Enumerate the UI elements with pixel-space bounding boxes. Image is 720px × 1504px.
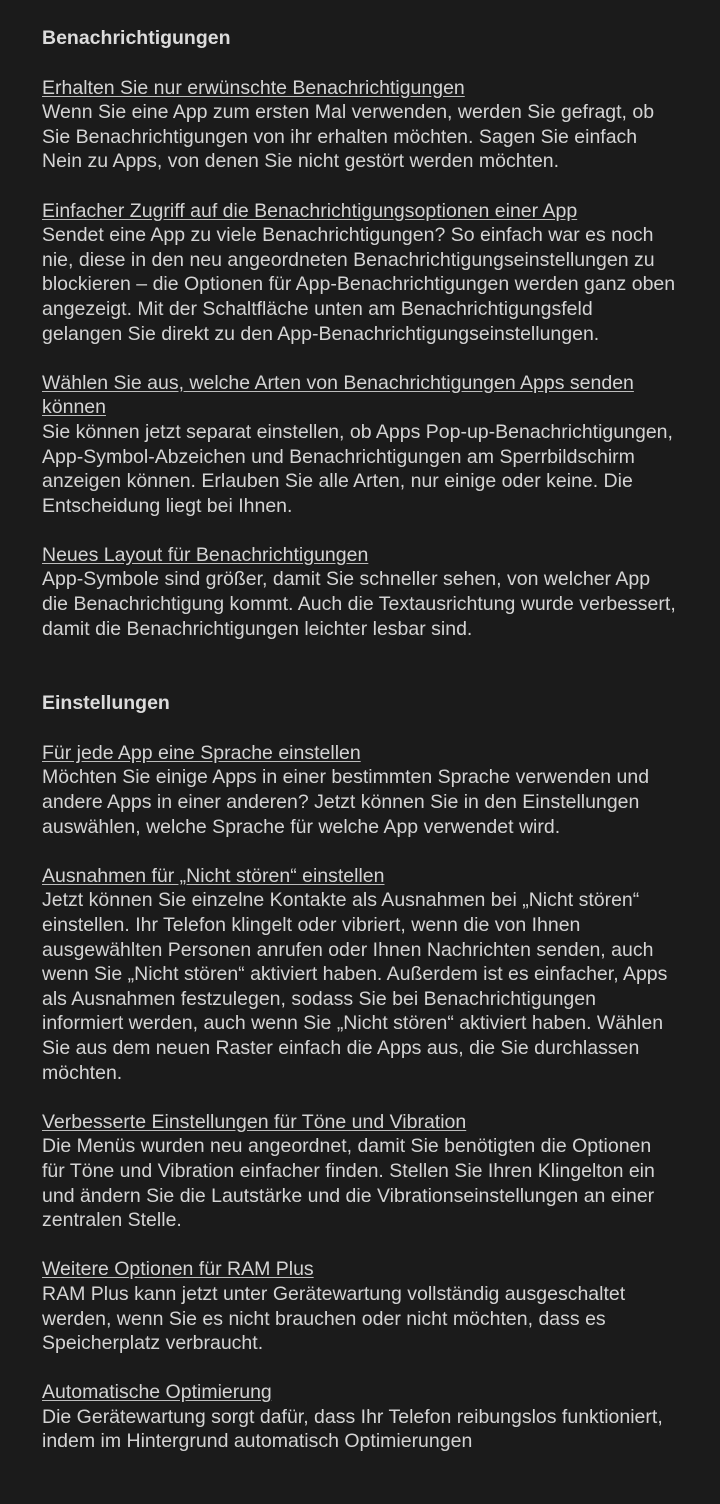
item-description: Jetzt können Sie einzelne Kontakte als Ausnahmen bei „Nicht stören“ einstellen. Ihr Telefon klingelt oder vibriert, wenn die von Ihnen ausgewählten Personen anrufen oder Ihnen Nachrichten senden, auch wenn Sie „Nicht stören“ aktiviert haben. Außerdem ist es einfacher, Apps als Ausnahmen festzulegen, sodass Sie bei Benachrichtigungen informiert werden, auch wenn Sie „Nicht stören“ aktiviert haben. Wählen Sie aus dem neuen Raster einfach die Apps aus, die Sie durchlassen möchten. xyxy=(42,889,668,1084)
list-item xyxy=(42,371,678,519)
list-item xyxy=(42,864,678,1085)
list-item xyxy=(42,1380,678,1454)
item-description: Sendet eine App zu viele Benachrichtigungen? So einfach war es noch nie, diese in den neu angeordneten Benachrichtigungseinstellungen zu blockieren – die Optionen für App-Benachrichtigungen werden ganz oben angezeigt. Mit der Schaltfläche unten am Benachrichtigungsfeld gelangen Sie direkt zu den App-Benachrichtigungseinstellungen. xyxy=(42,224,676,345)
list-item xyxy=(42,543,678,641)
item-title-link[interactable]: Weitere Optionen für RAM Plus xyxy=(42,1258,314,1281)
list-item xyxy=(42,76,678,174)
section-settings xyxy=(42,691,678,1454)
item-description: Die Menüs wurden neu angeordnet, damit Sie benötigten die Optionen für Töne und Vibration einfacher finden. Stellen Sie Ihren Klingelton ein und ändern Sie die Lautstärke und die Vibrationseinstellungen an einer zentralen Stelle. xyxy=(42,1135,655,1232)
list-item xyxy=(42,741,678,839)
section-notifications xyxy=(42,26,678,641)
item-description: Die Gerätewartung sorgt dafür, dass Ihr Telefon reibungslos funktioniert, indem im Hintergrund automatisch Optimierungen xyxy=(42,1405,663,1453)
item-description: RAM Plus kann jetzt unter Gerätewartung vollständig ausgeschaltet werden, wenn Sie es nicht brauchen oder nicht möchten, dass es Speicherplatz verbraucht. xyxy=(42,1282,626,1355)
item-title-link[interactable]: Verbesserte Einstellungen für Töne und Vibration xyxy=(42,1110,467,1133)
section-title-notifications: Benachrichtigungen xyxy=(42,27,231,49)
item-title-link[interactable]: Für jede App eine Sprache einstellen xyxy=(42,741,361,764)
list-item xyxy=(42,199,678,347)
section-title-settings: Einstellungen xyxy=(42,692,170,715)
list-item xyxy=(42,1257,678,1355)
item-title-link[interactable]: Neues Layout für Benachrichtigungen xyxy=(42,543,369,566)
item-title-link[interactable]: Wählen Sie aus, welche Arten von Benachrichtigungen Apps senden können xyxy=(42,371,634,419)
item-title-link[interactable]: Erhalten Sie nur erwünschte Benachrichtigungen xyxy=(42,76,465,99)
item-title-link[interactable]: Automatische Optimierung xyxy=(42,1381,272,1404)
list-item xyxy=(42,1110,678,1233)
item-title-link[interactable]: Einfacher Zugriff auf die Benachrichtigungsoptionen einer App xyxy=(42,199,578,222)
item-description: Sie können jetzt separat einstellen, ob Apps Pop-up-Benachrichtigungen, App-Symbol-Abzeichen und Benachrichtigungen am Sperrbildschirm anzeigen können. Erlauben Sie alle Arten, nur einige oder keine. Die Entscheidung liegt bei Ihnen. xyxy=(42,420,673,517)
item-description: Wenn Sie eine App zum ersten Mal verwenden, werden Sie gefragt, ob Sie Benachrichtigungen von ihr erhalten möchten. Sagen Sie einfach Nein zu Apps, von denen Sie nicht gestört werden möchten. xyxy=(42,101,655,173)
item-description: App-Symbole sind größer, damit Sie schneller sehen, von welcher App die Benachrichtigung kommt. Auch die Textausrichtung wurde verbessert, damit die Benachrichtigungen leichter lesbar sind. xyxy=(42,568,676,640)
item-description: Möchten Sie einige Apps in einer bestimmten Sprache verwenden und andere Apps in einer anderen? Jetzt können Sie in den Einstellungen auswählen, welche Sprache für welche App verwendet wird. xyxy=(42,766,650,838)
item-title-link[interactable]: Ausnahmen für „Nicht stören“ einstellen xyxy=(42,864,385,887)
